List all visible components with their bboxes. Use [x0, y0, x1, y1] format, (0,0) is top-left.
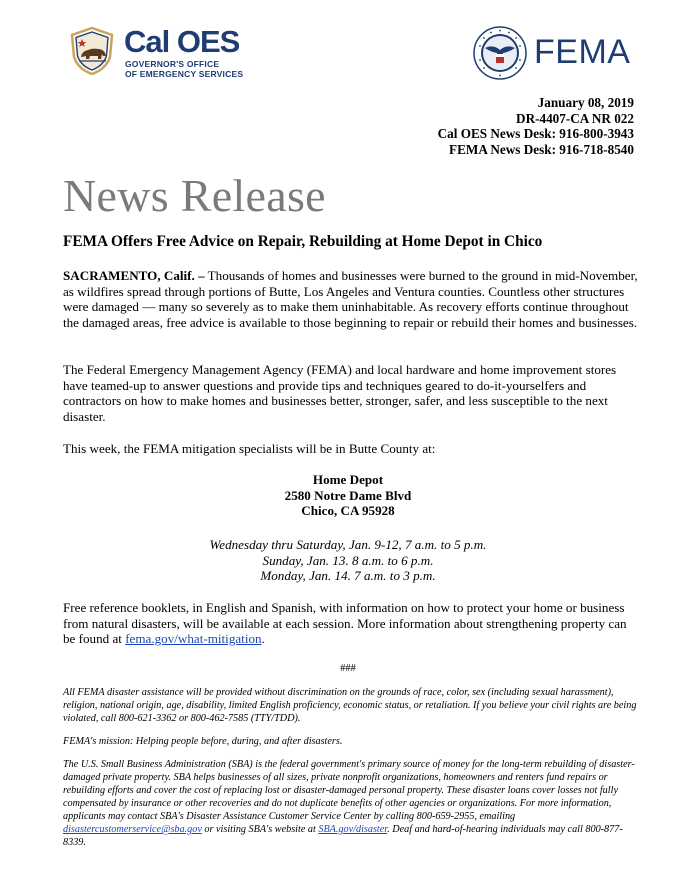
sba-text: The U.S. Small Business Administration (SBA) is the federal government's primary source of money for the long-term rebuilding of disaster-damaged private property. SBA helps businesses of all sizes, private nonprofit organizations, homeowners and renters fund repairs or rebuilding efforts and cover the cost of replacing lost or disaster-damaged personal property. These disaster loans cover losses not fully compensated by insurance or other recoveries and do not duplicate benefits of other agencies or organizations. For more information, applicants may contact SBA's Disaster Assistance Customer Service Center by calling 800-659-2955, emailing	[63, 759, 635, 822]
location-city: Chico, CA 95928	[301, 503, 395, 518]
headline: FEMA Offers Free Advice on Repair, Rebuilding at Home Depot in Chico	[63, 233, 543, 250]
sba-email-link[interactable]: disastercustomerservice@sba.gov	[63, 824, 202, 835]
end-marks: ###	[340, 663, 356, 674]
fema-news-desk: FEMA News Desk: 916-718-8540	[449, 141, 634, 157]
caloes-logo-subtitle	[125, 59, 243, 79]
hours-line-1: Wednesday thru Saturday, Jan. 9-12, 7 a.m. to 5 p.m.	[209, 537, 487, 552]
location-address	[63, 472, 633, 519]
caloes-logo-name: Cal OES	[124, 24, 240, 59]
caloes-news-desk: Cal OES News Desk: 916-800-3943	[437, 126, 634, 142]
sba-website-link[interactable]: SBA.gov/disaster	[318, 824, 388, 835]
hours-line-2: Sunday, Jan. 13. 8 a.m. to 6 p.m.	[262, 552, 434, 568]
release-header-info	[438, 95, 634, 157]
body-paragraph-3: This week, the FEMA mitigation specialists will be in Butte County at:	[63, 441, 436, 456]
caloes-subtitle-line-1: GOVERNOR'S OFFICE	[125, 59, 220, 69]
paragraph-4-end: .	[261, 631, 265, 646]
news-release-title: News Release	[63, 170, 326, 221]
release-date: January 08, 2019	[537, 95, 634, 110]
session-hours	[63, 537, 633, 584]
body-paragraph-4	[63, 600, 641, 647]
dateline: SACRAMENTO, Calif. –	[63, 268, 205, 283]
paragraph-4-text: Free reference booklets, in English and Spanish, with information on how to protect your home or business from natural disasters, will be available at each session. More information about strengthening property can be found at	[63, 600, 627, 646]
paragraph-1-text: Thousands of homes and businesses were burned to the ground in mid-November, as wildfires spread through portions of Butte, Los Angeles and Ventura counties. Countless other structures were damaged — many so severely as to make them uninhabitable. As recovery efforts continue throughout the damaged areas, free advice is available to those beginning to repair or rebuild their homes and businesses.	[63, 268, 638, 330]
release-id: DR-4407-CA NR 022	[516, 110, 634, 126]
fema-mission: FEMA's mission: Helping people before, during, and after disasters.	[63, 736, 343, 747]
caloes-subtitle-line-2: OF EMERGENCY SERVICES	[125, 69, 244, 79]
sba-mid-text: or visiting SBA's website at	[201, 824, 319, 835]
hours-line-3: Monday, Jan. 14. 7 a.m. to 3 p.m.	[260, 568, 436, 583]
location-street: 2580 Notre Dame Blvd	[284, 487, 412, 503]
body-paragraph-1	[63, 268, 641, 330]
location-name: Home Depot	[312, 472, 384, 487]
california-bear-seal-icon	[70, 27, 114, 75]
sba-notice	[63, 758, 637, 849]
dhs-eagle-seal-icon	[473, 26, 527, 80]
body-paragraph-2: The Federal Emergency Management Agency (FEMA) and local hardware and home improvement stores have teamed-up to answer questions and provide tips and techniques geared to do-it-yourselfers and contractors on how to make homes and businesses better, stronger, safer, and less susceptible to the next disaster.	[63, 362, 617, 424]
sba-end-text: . Deaf and hard-of-hearing individuals may call 800-877-8339.	[63, 824, 623, 848]
nondiscrimination-notice: All FEMA disaster assistance will be provided without discrimination on the grounds of race, color, sex (including sexual harassment), religion, national origin, age, disability, limited English proficiency, economic status, or retaliation. If you believe your civil rights are being violated, call 800-621-3362 or 800-462-7585 (TTY/TDD).	[63, 687, 637, 724]
mitigation-link[interactable]: fema.gov/what-mitigation	[125, 631, 262, 646]
fema-logo-wordmark: FEMA	[534, 33, 631, 71]
